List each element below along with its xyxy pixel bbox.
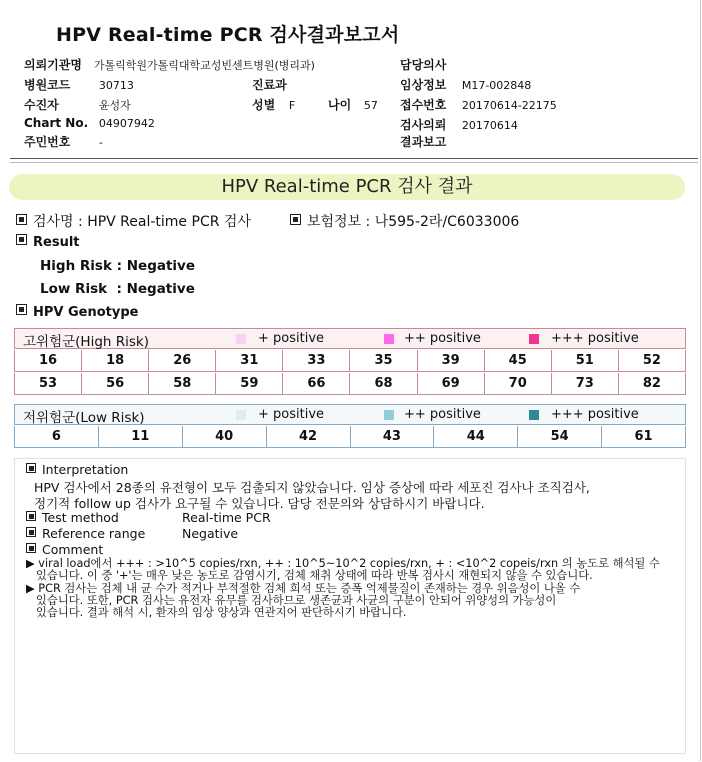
genotype-cell: 58	[149, 373, 216, 394]
report-title: HPV Real-time PCR 검사결과보고서	[56, 24, 400, 46]
genotype-heading: HPV Genotype	[33, 305, 139, 320]
legend-swatch-plus	[236, 334, 246, 344]
low-risk-name: 저위험군(Low Risk)	[23, 410, 145, 426]
square-bullet-icon	[16, 304, 27, 315]
method-row	[26, 510, 119, 525]
doctor-label: 담당의사	[400, 58, 447, 72]
legend-plus3: +++ positive	[551, 407, 639, 422]
genotype-cell: 43	[351, 426, 435, 447]
report-row	[400, 133, 446, 150]
rrn-value: -	[98, 136, 103, 149]
hosp-code-row	[24, 76, 134, 93]
square-bullet-icon	[26, 463, 36, 473]
genotype-cell: 31	[216, 350, 283, 371]
comment-2-line-b: 있습니다. 또한, PCR 검사는 유전자 유무를 검사하므로 생존균과 사균의 구분이 안되어 위양성의 가능성이	[36, 594, 557, 607]
legend-swatch-plus2	[384, 410, 394, 420]
interpretation-heading: Interpretation	[42, 462, 129, 477]
result-heading: Result	[33, 235, 80, 250]
chart-value: 04907942	[98, 117, 155, 130]
low-risk-header	[14, 404, 686, 425]
high-risk-result: High Risk : Negative	[40, 258, 195, 274]
genotype-cell: 54	[518, 426, 602, 447]
clinical-row	[400, 76, 531, 93]
patient-value: 윤성자	[98, 99, 131, 112]
square-bullet-icon	[16, 234, 27, 245]
genotype-cell: 33	[283, 350, 350, 371]
genotype-cell: 53	[15, 373, 82, 394]
high-risk-header	[14, 328, 686, 349]
legend-plus2: ++ positive	[404, 407, 481, 422]
genotype-cell: 51	[552, 350, 619, 371]
age-value: 57	[363, 99, 378, 112]
receipt-row	[400, 96, 557, 113]
genotype-cell: 56	[82, 373, 149, 394]
legend-plus: + positive	[258, 407, 325, 422]
sex-label: 성별	[252, 98, 276, 112]
genotype-heading-row	[16, 304, 138, 320]
square-bullet-icon	[26, 511, 36, 521]
hosp-code-value: 30713	[98, 79, 134, 92]
age-label: 나이	[328, 98, 352, 112]
genotype-cell: 61	[634, 429, 653, 444]
legend-swatch-plus3	[529, 410, 539, 420]
range-value: Negative	[182, 526, 239, 541]
method-label: Test method	[42, 510, 119, 525]
hosp-code-label: 병원코드	[24, 78, 71, 92]
req-org-value: 가톨릭학원가톨릭대학교성빈센트병원(병리과)	[93, 59, 315, 72]
request-value: 20170614	[461, 119, 518, 132]
method-value: Real-time PCR	[182, 510, 271, 525]
comment-2-line-c: 있습니다. 결과 해석 시, 환자의 임상 양상과 연관지어 판단하시기 바랍니다.	[36, 606, 407, 619]
high-risk-name: 고위험군(High Risk)	[23, 334, 149, 350]
legend-swatch-plus	[236, 410, 246, 420]
sex-row	[252, 96, 295, 113]
genotype-cell: 18	[82, 350, 149, 371]
triangle-bullet-icon: ▶	[26, 582, 35, 595]
low-risk-row-1	[14, 426, 686, 448]
genotype-cell: 68	[350, 373, 417, 394]
genotype-cell: 40	[183, 426, 267, 447]
dept-label: 진료과	[252, 78, 287, 92]
comment-row	[26, 542, 103, 557]
genotype-cell: 11	[99, 426, 183, 447]
req-org-row	[24, 56, 315, 73]
square-bullet-icon	[290, 214, 301, 225]
legend-swatch-plus2	[384, 334, 394, 344]
range-label: Reference range	[42, 526, 146, 541]
genotype-cell: 70	[485, 373, 552, 394]
genotype-cell: 26	[149, 350, 216, 371]
test-name-row	[16, 211, 251, 231]
legend-plus3: +++ positive	[551, 331, 639, 346]
square-bullet-icon	[16, 214, 27, 225]
request-label: 검사의뢰	[400, 118, 447, 132]
receipt-value: 20170614-22175	[461, 99, 557, 112]
header-divider	[10, 158, 698, 159]
high-risk-row-2	[14, 373, 686, 395]
genotype-cell: 42	[267, 426, 351, 447]
chart-label: Chart No.	[24, 116, 89, 130]
patient-row	[24, 96, 131, 113]
genotype-cell: 69	[418, 373, 485, 394]
clinical-value: M17-002848	[461, 79, 532, 92]
comment-1-line-a: viral load에서 +++ : >10^5 copies/rxn, ++ : 10^5~10^2 copies/rxn, + : <10^2 copeis/rxn 의 농도로 해석될 수	[38, 557, 660, 570]
doctor-row	[400, 56, 446, 73]
receipt-label: 접수번호	[400, 98, 447, 112]
low-risk-result: Low Risk : Negative	[40, 281, 195, 297]
report-label: 결과보고	[400, 135, 447, 149]
rrn-row	[24, 133, 103, 150]
clinical-label: 임상정보	[400, 78, 447, 92]
genotype-cell: 39	[418, 350, 485, 371]
interpretation-line-2: 정기적 follow up 검사가 요구될 수 있습니다. 담당 전문의와 상담하시기 바랍니다.	[34, 496, 485, 511]
high-risk-row-1	[14, 350, 686, 372]
genotype-cell: 66	[283, 373, 350, 394]
chart-row	[24, 116, 155, 130]
dept-row	[252, 76, 287, 93]
legend-plus2: ++ positive	[404, 331, 481, 346]
req-org-label: 의뢰기관명	[24, 58, 82, 72]
genotype-cell: 45	[485, 350, 552, 371]
comment-label: Comment	[42, 542, 104, 557]
request-row	[400, 116, 518, 133]
legend-plus: + positive	[258, 331, 325, 346]
genotype-cell: 73	[552, 373, 619, 394]
genotype-cell: 16	[15, 350, 82, 371]
legend-swatch-plus3	[529, 334, 539, 344]
interpretation-heading-row	[26, 462, 128, 477]
header-divider-secondary	[10, 162, 698, 163]
square-bullet-icon	[26, 543, 36, 553]
genotype-cell: 59	[216, 373, 283, 394]
patient-label: 수진자	[24, 98, 59, 112]
genotype-cell: 6	[15, 426, 99, 447]
genotype-cell: 82	[642, 376, 661, 391]
sex-value: F	[288, 99, 296, 112]
test-name: 검사명 : HPV Real-time PCR 검사	[33, 214, 251, 230]
insurance-info: 보험정보 : 나595-2라/C6033006	[307, 214, 520, 230]
triangle-bullet-icon: ▶	[26, 557, 35, 570]
genotype-cell: 35	[350, 350, 417, 371]
genotype-cell: 52	[642, 353, 661, 368]
comment-1-line-b: 있습니다. 이 중 '+'는 매우 낮은 농도로 감염시기, 검체 채취 상태에 따라 반복 검사시 재현되지 않을 수 있습니다.	[36, 569, 593, 582]
square-bullet-icon	[26, 527, 36, 537]
age-row	[328, 96, 378, 113]
result-banner: HPV Real-time PCR 검사 결과	[9, 174, 685, 200]
interpretation-line-1: HPV 검사에서 28종의 유전형이 모두 검출되지 않았습니다. 임상 증상에 따라 세포진 검사나 조직검사,	[34, 480, 590, 495]
comment-2-line-a: PCR 검사는 검체 내 균 수가 적거나 부적절한 검체 희석 또는 증폭 억제물질이 존재하는 경우 위음성이 나올 수	[38, 582, 581, 595]
result-heading-row	[16, 234, 80, 250]
genotype-cell: 44	[434, 426, 518, 447]
range-row	[26, 526, 145, 541]
rrn-label: 주민번호	[24, 135, 71, 149]
insurance-row	[290, 211, 519, 231]
